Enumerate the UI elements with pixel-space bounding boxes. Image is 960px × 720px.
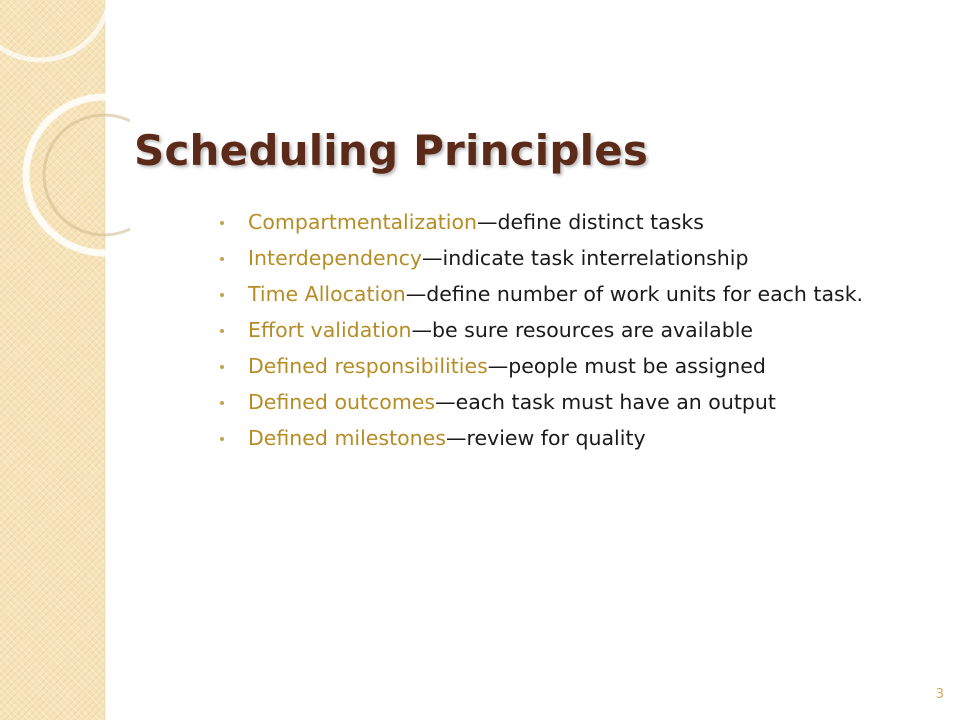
bullet-term: Defined responsibilities — [248, 354, 488, 378]
bullet-dot-icon — [220, 365, 224, 369]
bullet-dot-icon — [220, 401, 224, 405]
bullet-term: Defined milestones — [248, 426, 446, 450]
bullet-item-effort-validation — [218, 318, 918, 342]
bullet-description: —indicate task interrelationship — [422, 246, 749, 270]
bullet-description: —review for quality — [445, 426, 646, 450]
bullet-list — [218, 210, 918, 462]
bullet-description: —people must be assigned — [487, 354, 766, 378]
bullet-dot-icon — [220, 293, 224, 297]
bullet-term: Compartmentalization — [248, 210, 478, 234]
bullet-description: —define number of work units for each task. — [405, 282, 864, 306]
bullet-term: Interdependency — [248, 246, 423, 270]
bullet-description: —define distinct tasks — [477, 210, 704, 234]
bullet-item-defined-milestones — [218, 426, 918, 450]
bullet-description: —be sure resources are available — [411, 318, 754, 342]
bullet-item-interdependency — [218, 246, 918, 270]
bullet-term: Time Allocation — [248, 282, 406, 306]
bullet-dot-icon — [220, 257, 224, 261]
bullet-item-time-allocation — [218, 282, 918, 306]
bullet-description: —each task must have an output — [435, 390, 776, 414]
bullet-term: Defined outcomes — [248, 390, 436, 414]
bullet-dot-icon — [220, 437, 224, 441]
bullet-dot-icon — [220, 221, 224, 225]
slide-title: Scheduling Principles — [134, 126, 649, 175]
page-number: 3 — [935, 687, 944, 702]
bullet-item-defined-responsibilities — [218, 354, 918, 378]
bullet-item-compartmentalization — [218, 210, 918, 234]
bullet-dot-icon — [220, 329, 224, 333]
bullet-item-defined-outcomes — [218, 390, 918, 414]
decorative-rings-icon — [0, 0, 130, 260]
bullet-term: Effort validation — [248, 318, 412, 342]
